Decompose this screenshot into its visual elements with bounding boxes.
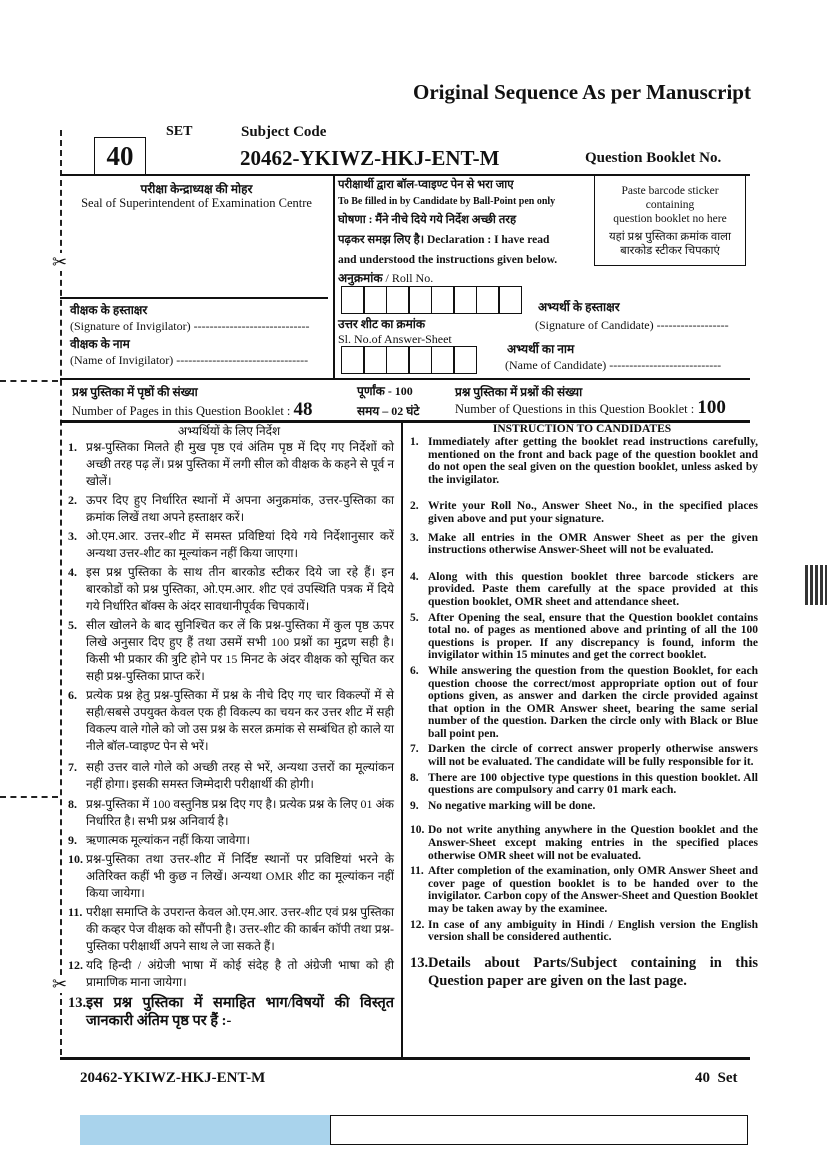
instruction-number: 9. [68,833,77,847]
instruction-number: 1. [410,436,419,448]
instruction-number: 13. [68,995,87,1011]
instruction-item [406,612,758,662]
instruction-item [406,800,758,813]
instruction-text: प्रश्न-पुस्तिका मिलते ही मुख पृष्ठ एवं अंतिम पृष्ठ में दिए गए निर्देशों को अच्छी तरह पढ़ लें। प्रश्न पुस्तिका में लगी सील को वीक्षक के कहने से पूर्व न खोलें। [86,440,394,488]
instruction-text: There are 100 objective type questions in this question booklet. All questions are compulsory and carry 01 mark each. [428,771,758,797]
declaration-hindi-1: घोषणा : मैंने नीचे दिये गये निर्देश अच्छी तरह [338,214,517,226]
instruction-number: 11. [410,865,424,878]
footer-set: 40 Set [695,1070,738,1086]
instruction-item [406,532,758,557]
instruction-text: Darken the circle of correct answer properly otherwise answers will not be evaluated. The candidate will be fully responsible for it. [428,743,758,769]
instruction-text: After Opening the seal, ensure that the Question booklet contains total no. of pages as mentioned above and printing of all the 100 questions is proper. If any discrepancy is found, inform the invigilator within 15 minutes and get the correct booklet. [428,611,758,662]
candidate-signature-field[interactable]: (Signature of Candidate) ------------------ [535,318,729,332]
instruction-number: 12. [68,958,83,972]
scissors-icon: ✂ [52,974,68,994]
divider [401,422,403,1058]
barcode-hindi-2: बारकोड स्टीकर चिपकाएं [620,245,720,257]
instruction-text: प्रश्न-पुस्तिका में 100 वस्तुनिष्ठ प्रश्न दिए गए है। प्रत्येक प्रश्न के लिए 01 अंक निर्धारित है। सभी प्रश्न अनिवार्य है। [86,797,394,828]
questions-value: 100 [697,397,726,418]
instruction-number: 5. [410,611,419,624]
subject-code: 20462-YKIWZ-HKJ-ENT-M [240,146,500,170]
instruction-text: While answering the question from the question Booklet, for each question choose the correct/most appropriate option out of four options given, as answer and darken the circle provided against that option in the OMR Answer sheet, bearing the same serial number of the question. Darken the circle only with Black or Blue ball point pen. [428,664,758,740]
instruction-number: 10. [410,824,425,837]
invigilator-name-hindi: वीक्षक के नाम [70,337,130,351]
page-title: Original Sequence As per Manuscript [413,80,751,104]
declaration-english-2: and understood the instructions given below. [338,254,558,266]
instruction-text: इस प्रश्न पुस्तिका में समाहित भाग/विषयों की विस्तृत जानकारी अंतिम पृष्ठ पर हैं :- [86,995,394,1029]
instruction-text: Along with this question booklet three barcode stickers are provided. Paste them carefully at the space provided at this question booklet, OMR sheet and attendance sheet. [428,570,758,608]
instruction-item [64,904,394,955]
hindi-instructions [64,423,394,1032]
instruction-item [406,954,758,990]
instruction-item [64,564,394,615]
questions-label-hindi: प्रश्न पुस्तिका में प्रश्नों की संख्या [455,385,583,399]
qr-code-icon [805,565,827,605]
invigilator-name-field[interactable]: (Name of Invigilator) --------------------------------- [70,353,309,367]
answer-sheet-no-english: Sl. No.of Answer-Sheet [338,332,452,346]
instruction-item [406,919,758,944]
time-allowed: समय – 02 घंटे [357,404,420,418]
instruction-number: 3. [410,531,419,544]
english-instructions [406,422,758,993]
divider [333,175,335,378]
instruction-number: 11. [68,905,83,919]
barcode-text-1: Paste barcode sticker [621,185,719,197]
pages-label-english: Number of Pages in this Question Booklet : [72,404,291,418]
barcode-hindi-1: यहां प्रश्न पुस्तिका क्रमांक वाला [609,231,731,243]
instruction-text: Write your Roll No., Answer Sheet No., in the specified places given above and put your signature. [428,500,758,525]
instruction-item [406,500,758,525]
instruction-number: 6. [410,664,419,677]
candidate-signature-hindi: अभ्यर्थी के हस्ताक्षर [538,300,620,314]
color-bar [80,1115,330,1145]
declaration-english-1: Declaration : I have read [427,234,550,246]
candidate-name-hindi: अभ्यर्थी का नाम [507,342,575,356]
instruction-item [64,832,394,849]
invigilator-signature-field[interactable]: (Signature of Invigilator) ----------------------------- [70,319,310,333]
instruction-item [64,796,394,830]
instruction-number: 13. [410,954,429,971]
instruction-item [406,743,758,768]
questions-count [455,397,726,419]
scissors-icon: ✂ [52,252,68,272]
instruction-item [64,687,394,755]
instruction-text: यदि हिन्दी / अंग्रेजी भाषा में कोई संदेह है तो अंग्रेजी भाषा को ही प्रामाणिक माना जायेगा। [86,958,394,989]
instruction-number: 2. [68,493,77,507]
instruction-text: इस प्रश्न पुस्तिका के साथ तीन बारकोड स्टीकर दिये जा रहे हैं। इन बारकोडों को प्रश्न पुस्तिका, ओ.एम.आर. शीट एवं उपस्थिति पत्रक में दिये गये निर्धारित बॉक्स के अंदर सावधानीपूर्वक चिपकायें। [86,565,394,613]
seal-english: Seal of Superintendent of Examination Centre [81,196,312,210]
instruction-item [406,436,758,486]
instruction-number: 6. [68,688,77,702]
instruction-item [64,528,394,562]
instruction-item [64,994,394,1030]
pages-value: 48 [293,399,313,420]
instruction-number: 12. [410,918,425,931]
instruction-text: सील खोलने के बाद सुनिश्चित कर लें कि प्रश्न-पुस्तिका में कुल पृष्ठ ऊपर लिखे अनुसार दिए हुए हैं तथा उसमें सभी 100 प्रश्नों का मुद्रण सही है। किसी भी प्रकार की त्रुटि होने पर 15 मिनट के अंदर वीक्षक को सूचित कर सही प्रश्न-पुस्तिका प्राप्त करें। [86,618,394,683]
instruction-item [406,824,758,862]
instruction-number: 7. [68,760,77,774]
instruction-item [64,851,394,902]
instruction-number: 4. [68,565,77,579]
instruction-number: 5. [68,618,77,632]
instruction-item [64,957,394,991]
instruction-item [64,492,394,526]
set-number: 40 [94,137,146,174]
instruction-text: ऋणात्मक मूल्यांकन नहीं किया जावेगा। [86,833,251,847]
instruction-number: 8. [410,771,419,784]
divider [60,297,328,299]
declaration-line-2 [338,230,592,250]
instruction-item [64,759,394,793]
instruction-text: प्रश्न-पुस्तिका तथा उत्तर-शीट में निर्दिष्ट स्थानों पर प्रविष्टियां भरने के अतिरिक्त कहीं भी कुछ न लिखें। अन्यथा OMR शीट का मूल्यांकन नहीं किया जायेगा। [86,852,394,900]
roll-no-label [338,270,592,286]
instruction-item [406,772,758,797]
instruction-number: 4. [410,570,419,583]
instruction-item [406,571,758,609]
answer-sheet-no-hindi: उत्तर शीट का क्रमांक [338,317,426,331]
instruction-text: Details about Parts/Subject containing in this Question paper are given on the last page. [428,954,758,989]
instruction-item [406,665,758,741]
invigilator-block [70,302,330,368]
subject-code-label: Subject Code [241,124,327,140]
instruction-number: 2. [410,500,419,513]
instruction-text: Immediately after getting the booklet read instructions carefully, mentioned on the front and back page of the question booklet and do not open the seal given on the question booklet, unless asked by the invigilator. [428,436,758,486]
pages-label-hindi: प्रश्न पुस्तिका में पृष्ठों की संख्या [72,385,198,399]
divider [60,1057,750,1060]
barcode-text-2: containing [645,199,695,211]
questions-label-english: Number of Questions in this Question Booklet : [455,402,695,416]
instruction-text: ऊपर दिए हुए निर्धारित स्थानों में अपना अनुक्रमांक, उत्तर-पुस्तिका का क्रमांक लिखें तथा अपने हस्ताक्षर करें। [86,493,394,524]
instruction-item [406,865,758,915]
instruction-text: Make all entries in the OMR Answer Sheet as per the given instructions otherwise Answer-Sheet will not be evaluated. [428,531,758,557]
footer [0,1057,827,1157]
fold-mark [0,796,58,798]
instruction-number: 1. [68,440,77,454]
instruction-text: ओ.एम.आर. उत्तर-शीट में समस्त प्रविष्टियां दिये गये निर्देशानुसार करें अन्यथा उत्तर-शीट का मूल्यांकन नहीं किया जाएगा। [86,529,394,560]
question-booklet-no-label: Question Booklet No. [585,150,722,166]
instruction-number: 8. [68,797,77,811]
invigilator-signature-hindi: वीक्षक के हस्ताक्षर [70,303,148,317]
set-label: SET [166,124,193,139]
instruction-text: प्रत्येक प्रश्न हेतु प्रश्न-पुस्तिका में प्रश्न के नीचे दिए गए चार विकल्पों में से सही/सबसे उपयुक्त केवल एक ही विकल्प का चयन कर उत्तर शीट में सही विकल्प वाले गोले को जो उस प्रश्न के सरल क्रमांक से सम्बंधित हो काले या नीले बॉल-प्वाइण्ट पेन से भरें। [86,688,394,753]
pages-count [72,399,313,421]
instruction-text: परीक्षा समाप्ति के उपरान्त केवल ओ.एम.आर. उत्तर-शीट एवं प्रश्न पुस्तिका की कव्हर पेज वीक्षक को सौंपनी है। उत्तर-शीट की कार्बन कॉपी तथा प्रश्न-पुस्तिका परीक्षार्थी अपने साथ ले जा सकते हैं। [86,905,394,953]
roll-no-english: / Roll No. [385,271,434,285]
instruction-text: No negative marking will be done. [428,799,596,812]
declaration-hindi-2: पढ़कर समझ लिए है। [338,234,425,246]
max-marks: पूर्णांक - 100 [357,384,413,398]
english-instructions-heading: INSTRUCTION TO CANDIDATES [492,423,672,435]
blank-box [330,1115,748,1145]
instruction-text: सही उत्तर वाले गोले को अच्छी तरह से भरें, अन्यथा उत्तरों का मूल्यांकन नहीं होगा। इसकी समस्त जिम्मेदारी परीक्षार्थी की होगी। [86,760,394,791]
instruction-text: In case of any ambiguity in Hindi / English version the English version shall be considered authentic. [428,918,758,944]
instruction-text: Do not write anything anywhere in the Question booklet and the Answer-Sheet except making entries in the specified places otherwise OMR sheet will not be evaluated. [428,824,758,862]
instruction-item [64,617,394,685]
instruction-text: After completion of the examination, only OMR Answer Sheet and cover page of question booklet is to be handed over to the invigilator. Carbon copy of the Answer-Sheet and Question Booklet may be taken away by the examinee. [428,865,758,915]
seal-hindi: परीक्षा केन्द्राध्यक्ष की मोहर [140,182,253,196]
barcode-text-3: question booklet no here [613,213,727,225]
divider [60,378,750,380]
fill-instruction-english: To Be filled in by Candidate by Ball-Point pen only [338,196,556,207]
instruction-number: 7. [410,743,419,756]
instruction-number: 3. [68,529,77,543]
barcode-sticker-area [594,175,746,266]
roll-no-hindi: अनुक्रमांक [338,271,383,285]
candidate-name-field[interactable]: (Name of Candidate) ---------------------------- [505,358,722,372]
fold-mark [0,380,58,382]
instruction-item [64,439,394,490]
hindi-instructions-heading: अभ्यर्थियों के लिए निर्देश [177,424,281,438]
instruction-number: 9. [410,799,419,812]
footer-subject-code: 20462-YKIWZ-HKJ-ENT-M [80,1070,266,1086]
fill-instruction-hindi: परीक्षार्थी द्वारा बॉल-प्वाइण्ट पेन से भरा जाए [338,179,514,191]
instruction-number: 10. [68,852,83,866]
